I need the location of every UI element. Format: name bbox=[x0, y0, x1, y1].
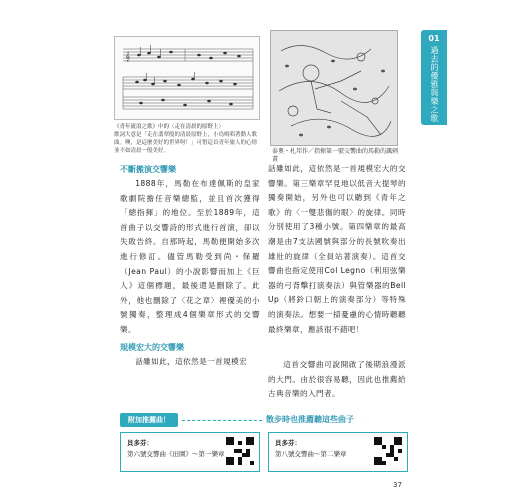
recommend-item-composer: 貝多芬： bbox=[275, 439, 301, 447]
recommend-badge: 附加推薦曲！ bbox=[120, 413, 178, 427]
sheet-music-caption-body: 歌詞大意是「走在翡翠般的清晨原野上，小鳥鳴唱著動人歌曲。噢，是這麼美好的世界呀！」可惜這首青年旅人的心情並不如清晨一般美好。 bbox=[114, 132, 258, 154]
paragraph-2-start: 話雖如此，這依然是一首規模宏 bbox=[135, 356, 248, 366]
recommend-item-1 bbox=[120, 432, 260, 472]
caricature-caption: 泰奧・札邦作／指揮第一號交響曲的馬勒的諷刺畫 bbox=[272, 148, 399, 163]
sheet-music-drawing bbox=[115, 37, 259, 119]
right-column bbox=[268, 162, 406, 402]
recommend-title: 散步時也推薦聽這些曲子 bbox=[266, 415, 354, 424]
svg-text:𝄞: 𝄞 bbox=[125, 52, 131, 62]
section-heading-1: 不斷搬演交響樂 bbox=[120, 165, 176, 174]
recommend-divider bbox=[182, 420, 262, 421]
sheet-music-caption bbox=[114, 123, 262, 155]
caricature-image bbox=[270, 30, 398, 146]
chapter-title: 過去的優雅與樂之歌 bbox=[430, 46, 439, 123]
paragraph-1: 1888年，馬勒在布達佩斯的皇家歌劇院擔任音樂總監，並且首次獲得「總指揮」的地位。至於1889年，這首曲子以交響詩的形式進行首演，卻以失敗告終。自那時起，馬勒便開始多次進行修訂。儘管馬勒受到尚・保羅（Jean Paul）的小說影響而加上《巨人》這個標題，最後還是刪除了。此外，他也刪除了〈花之章〉裡優美的小號獨奏，整理成4個樂章形式的交響樂。 bbox=[120, 179, 260, 334]
caricature-drawing bbox=[271, 31, 397, 145]
sheet-music-image bbox=[114, 36, 260, 120]
chapter-tab bbox=[421, 30, 447, 125]
paragraph-3: 這首交響曲可說開啟了後期浪漫派的大門。由於很容易聽，因此也推薦給古典音樂的入門者。 bbox=[268, 360, 406, 399]
qr-code-icon[interactable] bbox=[374, 437, 402, 465]
chapter-number: 01 bbox=[428, 34, 440, 43]
left-column bbox=[120, 162, 260, 370]
recommend-item-2 bbox=[268, 432, 408, 472]
section-heading-2: 規模宏大的交響樂 bbox=[120, 342, 184, 352]
paragraph-2: 話雖如此，這依然是一首規模宏大的交響樂。第三樂章罕見地以低音大提琴的獨奏開始，另外也可以聽到《青年之歌》的〈一雙悲傷的眼〉的旋律。同時分別使用了3種小號。第四樂章的最高潮是由7支法國號與部分的長號吹奏出雄壯的旋律（全員站著演奏）。這首交響曲也指定使用Col Legno（利用弦樂器的弓背擊打演奏法）與管樂器的Bell Up（將鈴口朝上的演奏部分）等特殊的演奏法。想要一掃憂慮的心情時聽聽最終樂章，應該很不錯吧！ bbox=[268, 164, 406, 334]
recommend-item-work: 第六號交響曲《田園》～第一樂章 bbox=[127, 450, 225, 458]
qr-code-icon[interactable] bbox=[226, 437, 254, 465]
recommend-item-composer: 貝多芬： bbox=[127, 439, 153, 447]
recommend-item-work: 第八號交響曲～第二樂章 bbox=[275, 450, 347, 458]
sheet-music-caption-title: 《青年流浪之歌》中的〈走在清晨的原野上〉 bbox=[114, 124, 225, 130]
page-number: 37 bbox=[393, 481, 402, 489]
